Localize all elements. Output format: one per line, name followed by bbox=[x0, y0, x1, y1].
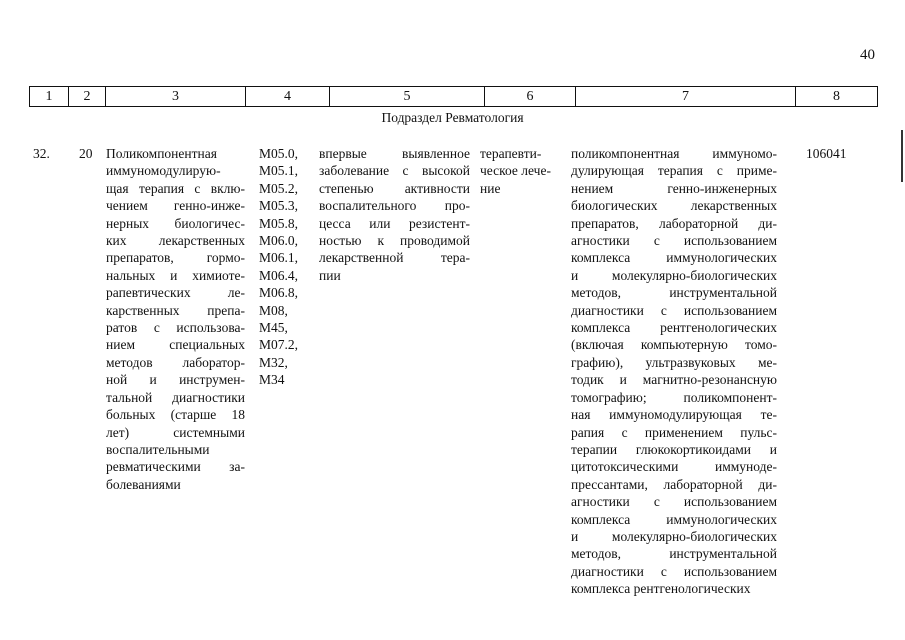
text-line: агностики с использованием bbox=[571, 494, 777, 510]
text-line: M05.3, bbox=[259, 198, 299, 214]
text-line: нальных и химиоте- bbox=[106, 267, 245, 283]
text-line: болеваниями bbox=[106, 476, 181, 492]
text-line: чением генно-инже- bbox=[106, 198, 245, 214]
text-line: M06.4, bbox=[259, 267, 299, 283]
text-line: M05.2, bbox=[259, 180, 299, 196]
page-number: 40 bbox=[860, 47, 875, 63]
text-line: заболевание с высокой bbox=[319, 163, 470, 179]
column-header-8: 8 bbox=[796, 87, 878, 107]
text-line: агностики с использованием bbox=[571, 233, 777, 249]
text-line: больных (старше 18 bbox=[106, 407, 245, 423]
column-header-6: 6 bbox=[485, 87, 576, 107]
text-line: M05.8, bbox=[259, 215, 299, 231]
text-line: методов, инструментальной bbox=[571, 546, 777, 562]
text-line: и молекулярно-биологических bbox=[571, 528, 777, 544]
text-line: Поликомпонентная bbox=[106, 146, 217, 161]
text-line: ние bbox=[480, 180, 501, 196]
text-line: карственных препа- bbox=[106, 302, 245, 318]
column-header-7: 7 bbox=[576, 87, 796, 107]
text-line: методов, инструментальной bbox=[571, 285, 777, 301]
group-number: 20 bbox=[79, 146, 93, 161]
text-line: ческое лече- bbox=[480, 163, 551, 179]
text-line: степенью активности bbox=[319, 180, 470, 196]
text-line: M07.2, bbox=[259, 337, 299, 353]
text-line: M34 bbox=[259, 372, 285, 388]
text-line: ких лекарственных bbox=[106, 233, 245, 249]
text-line: M08, bbox=[259, 302, 288, 318]
patient-model-description bbox=[319, 145, 470, 284]
text-line: M32, bbox=[259, 354, 288, 370]
text-line: лекарственной тера- bbox=[319, 250, 470, 266]
text-line: впервые выявленное bbox=[319, 146, 470, 161]
care-type-description bbox=[106, 145, 245, 493]
text-line: графию), ультразвуковых ме- bbox=[571, 354, 777, 370]
text-line: ратов с использова- bbox=[106, 320, 245, 336]
text-line: комплекса рентгенологических bbox=[571, 581, 751, 597]
text-line: дулирующая терапия с приме- bbox=[571, 163, 777, 179]
text-line: диагностики с использованием bbox=[571, 302, 777, 318]
text-line: методов лаборатор- bbox=[106, 354, 245, 370]
text-line: препаратов, гормо- bbox=[106, 250, 245, 266]
text-line: цитотоксическими иммуноде- bbox=[571, 459, 777, 475]
margin-rule bbox=[901, 130, 903, 182]
text-line: тодик и магнитно-резонансную bbox=[571, 372, 777, 388]
icd-codes bbox=[259, 145, 309, 389]
text-line: комплекса рентгенологических bbox=[571, 320, 777, 336]
column-header-row bbox=[29, 86, 878, 107]
text-line: (включая компьютерную томо- bbox=[571, 337, 777, 353]
column-header-4: 4 bbox=[246, 87, 330, 107]
text-line: цесса или резистент- bbox=[319, 215, 470, 231]
column-header-2: 2 bbox=[69, 87, 106, 107]
text-line: тальной диагностики bbox=[106, 389, 245, 405]
row-number: 32. bbox=[33, 146, 50, 161]
text-line: воспалительными bbox=[106, 441, 210, 457]
text-line: нием специальных bbox=[106, 337, 245, 353]
text-line: M05.1, bbox=[259, 163, 299, 179]
text-line: прессантами, лабораторной ди- bbox=[571, 476, 777, 492]
text-line: M06.8, bbox=[259, 285, 299, 301]
treatment-method-description bbox=[571, 145, 777, 598]
text-line: M45, bbox=[259, 320, 288, 336]
text-line: нением генно-инженерных bbox=[571, 180, 777, 196]
text-line: ной и инструмен- bbox=[106, 372, 245, 388]
text-line: комплекса иммунологических bbox=[571, 250, 777, 266]
text-line: M06.0, bbox=[259, 233, 299, 249]
text-line: ностью к проводимой bbox=[319, 233, 470, 249]
column-header-3: 3 bbox=[106, 87, 246, 107]
text-line: ная иммуномодулирующая те- bbox=[571, 407, 777, 423]
text-line: пии bbox=[319, 267, 341, 283]
text-line: иммуномодулирую- bbox=[106, 163, 221, 179]
text-line: диагностики с использованием bbox=[571, 563, 777, 579]
text-line: щая терапия с вклю- bbox=[106, 180, 245, 196]
text-line: комплекса иммунологических bbox=[571, 511, 777, 527]
treatment-type bbox=[480, 145, 570, 197]
column-header-5: 5 bbox=[330, 87, 485, 107]
text-line: рапия с применением пульс- bbox=[571, 424, 777, 440]
text-line: воспалительного про- bbox=[319, 198, 470, 214]
text-line: нерных биологичес- bbox=[106, 215, 245, 231]
text-line: лет) системными bbox=[106, 424, 245, 440]
cost-value: 106041 bbox=[806, 146, 847, 161]
text-line: томографию; поликомпонент- bbox=[571, 389, 777, 405]
text-line: ревматическими за- bbox=[106, 459, 245, 475]
text-line: рапевтических ле- bbox=[106, 285, 245, 301]
text-line: терапевти- bbox=[480, 146, 542, 161]
text-line: M06.1, bbox=[259, 250, 299, 266]
text-line: терапии глюкокортикоидами и bbox=[571, 441, 777, 457]
text-line: поликомпонентная иммуномо- bbox=[571, 146, 777, 161]
text-line: препаратов, лабораторной ди- bbox=[571, 215, 777, 231]
text-line: и молекулярно-биологических bbox=[571, 267, 777, 283]
column-header-1: 1 bbox=[30, 87, 69, 107]
subsection-title: Подраздел Ревматология bbox=[381, 110, 524, 125]
text-line: биологических лекарственных bbox=[571, 198, 777, 214]
text-line: M05.0, bbox=[259, 146, 299, 161]
